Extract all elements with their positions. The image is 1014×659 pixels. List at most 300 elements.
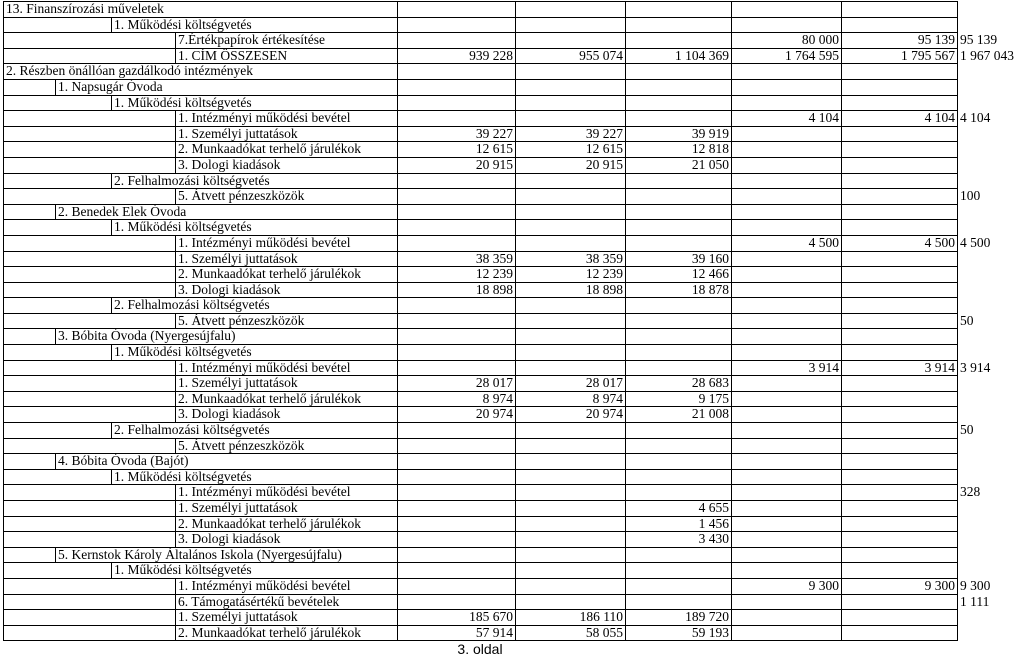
row-label: 13. Finanszírozási műveletek — [4, 2, 398, 18]
row-label: 1. Működési költségvetés — [112, 17, 398, 33]
value-cell — [842, 282, 958, 298]
value-cell — [842, 267, 958, 283]
row-label: 2. Felhalmozási költségvetés — [112, 298, 398, 314]
table-row — [4, 329, 958, 345]
indent-cell — [56, 532, 112, 548]
value-cell — [842, 126, 958, 142]
value-cell — [732, 469, 842, 485]
indent-cell — [56, 251, 112, 267]
row-label: 2. Munkaadókat terhelő járulékok — [176, 267, 398, 283]
row-label: 5. Átvett pénzeszközök — [176, 313, 398, 329]
value-cell: 28 683 — [626, 376, 732, 392]
value-cell: 20 974 — [398, 407, 516, 423]
value-cell: 59 193 — [626, 625, 732, 641]
value-cell — [626, 563, 732, 579]
value-cell — [732, 485, 842, 501]
value-cell — [732, 454, 842, 470]
value-cell: 12 239 — [398, 267, 516, 283]
value-cell — [398, 438, 516, 454]
indent-cell — [56, 235, 112, 251]
indent-cell — [4, 360, 56, 376]
value-cell — [626, 485, 732, 501]
indent-cell — [56, 267, 112, 283]
indent-cell — [56, 33, 112, 49]
table-row — [4, 79, 958, 95]
value-cell — [842, 64, 958, 80]
indent-cell — [112, 532, 176, 548]
table-row — [4, 532, 958, 548]
table-row — [4, 17, 958, 33]
value-cell — [398, 33, 516, 49]
indent-cell — [112, 189, 176, 205]
value-cell — [398, 204, 516, 220]
value-cell: 57 914 — [398, 625, 516, 641]
value-cell: 3 914 — [732, 360, 842, 376]
indent-cell — [4, 516, 56, 532]
table-row — [4, 204, 958, 220]
indent-cell — [56, 111, 112, 127]
table-row — [4, 267, 958, 283]
indent-cell — [4, 33, 56, 49]
row-label: 2. Munkaadókat terhelő járulékok — [176, 625, 398, 641]
value-cell — [398, 516, 516, 532]
table-row — [4, 469, 958, 485]
value-cell: 12 818 — [626, 142, 732, 158]
value-cell — [398, 454, 516, 470]
indent-cell — [112, 142, 176, 158]
table-row — [4, 625, 958, 641]
table-row — [4, 610, 958, 626]
indent-cell — [4, 594, 56, 610]
row-label: 2. Felhalmozási költségvetés — [112, 423, 398, 439]
value-cell — [842, 407, 958, 423]
indent-cell — [4, 313, 56, 329]
value-cell — [842, 376, 958, 392]
value-cell: 38 359 — [516, 251, 626, 267]
value-cell — [516, 345, 626, 361]
table-row — [4, 454, 958, 470]
indent-cell — [4, 578, 56, 594]
indent-cell — [4, 157, 56, 173]
indent-cell — [56, 126, 112, 142]
value-cell — [626, 220, 732, 236]
value-cell — [398, 469, 516, 485]
value-cell — [398, 532, 516, 548]
indent-cell — [4, 267, 56, 283]
value-cell — [842, 501, 958, 517]
value-cell: 1 764 595 — [732, 48, 842, 64]
indent-cell — [56, 360, 112, 376]
value-cell — [516, 594, 626, 610]
indent-cell — [112, 625, 176, 641]
budget-table — [3, 1, 1014, 641]
value-cell — [842, 298, 958, 314]
indent-cell — [56, 376, 112, 392]
value-cell — [516, 64, 626, 80]
row-label: 3. Bóbita Óvoda (Nyergesújfalu) — [56, 329, 398, 345]
value-cell: 12 615 — [516, 142, 626, 158]
value-cell: 80 000 — [732, 33, 842, 49]
value-cell — [842, 532, 958, 548]
table-row — [4, 282, 958, 298]
row-label: 7.Értékpapírok értékesítése — [176, 33, 398, 49]
row-label: 1. CÍM ÖSSZESEN — [176, 48, 398, 64]
value-cell — [626, 360, 732, 376]
row-label: 1. Személyi juttatások — [176, 610, 398, 626]
indent-cell — [56, 594, 112, 610]
value-cell — [626, 95, 732, 111]
value-cell: 9 300 — [732, 578, 842, 594]
indent-cell — [4, 298, 56, 314]
value-cell: 21 050 — [626, 157, 732, 173]
value-cell — [516, 454, 626, 470]
indent-cell — [4, 625, 56, 641]
indent-cell — [4, 438, 56, 454]
indent-cell — [4, 329, 56, 345]
value-cell: 28 017 — [516, 376, 626, 392]
value-cell — [626, 547, 732, 563]
indent-cell — [112, 610, 176, 626]
table-row: 1. Intézményi működési bevétel 3 914 3 914 3 914 — [4, 360, 958, 376]
table-row: 7.Értékpapírok értékesítése 80 000 95 139 95 139 — [4, 33, 958, 49]
value-cell: 1 795 567 — [842, 48, 958, 64]
value-cell — [398, 594, 516, 610]
value-cell: 955 074 — [516, 48, 626, 64]
value-cell — [732, 625, 842, 641]
value-cell — [732, 95, 842, 111]
indent-cell — [112, 516, 176, 532]
value-cell: 3 914 — [842, 360, 958, 376]
indent-cell — [112, 578, 176, 594]
indent-cell — [112, 126, 176, 142]
indent-cell — [56, 282, 112, 298]
row-label: 1. Személyi juttatások — [176, 501, 398, 517]
row-label: 1. Működési költségvetés — [112, 345, 398, 361]
value-cell: 21 008 — [626, 407, 732, 423]
value-cell — [732, 329, 842, 345]
value-cell: 95 139 — [842, 33, 958, 49]
value-cell — [732, 17, 842, 33]
table-row — [4, 173, 958, 189]
indent-cell — [56, 391, 112, 407]
row-label: 2. Részben önállóan gazdálkodó intézmények — [4, 64, 398, 80]
indent-cell — [56, 48, 112, 64]
row-label: 1. Intézményi működési bevétel — [176, 360, 398, 376]
value-cell — [842, 204, 958, 220]
value-cell — [732, 142, 842, 158]
value-cell — [732, 407, 842, 423]
value-cell — [732, 345, 842, 361]
value-cell — [842, 220, 958, 236]
value-cell — [732, 251, 842, 267]
value-cell: 39 160 — [626, 251, 732, 267]
value-cell — [516, 204, 626, 220]
indent-cell — [112, 360, 176, 376]
indent-cell — [56, 407, 112, 423]
indent-cell — [112, 485, 176, 501]
value-cell — [626, 313, 732, 329]
row-label: 2. Munkaadókat terhelő járulékok — [176, 516, 398, 532]
table-row — [4, 251, 958, 267]
value-cell — [398, 329, 516, 345]
value-cell: 39 919 — [626, 126, 732, 142]
value-cell — [516, 547, 626, 563]
indent-cell — [56, 142, 112, 158]
value-cell — [516, 563, 626, 579]
indent-cell — [4, 376, 56, 392]
indent-cell — [4, 126, 56, 142]
value-cell — [516, 438, 626, 454]
indent-cell — [112, 235, 176, 251]
value-cell: 28 017 — [398, 376, 516, 392]
value-cell — [626, 2, 732, 18]
value-cell: 18 878 — [626, 282, 732, 298]
value-cell — [842, 610, 958, 626]
table-row — [4, 547, 958, 563]
value-cell — [842, 469, 958, 485]
value-cell — [842, 594, 958, 610]
row-label: 4. Bóbita Óvoda (Bajót) — [56, 454, 398, 470]
indent-cell — [56, 501, 112, 517]
value-cell: 20 974 — [516, 407, 626, 423]
indent-cell — [112, 267, 176, 283]
value-cell — [626, 298, 732, 314]
indent-cell — [56, 469, 112, 485]
row-label: 5. Átvett pénzeszközök — [176, 438, 398, 454]
indent-cell — [56, 298, 112, 314]
table-row — [4, 563, 958, 579]
value-cell — [626, 204, 732, 220]
value-cell — [842, 313, 958, 329]
table-row: 1. Intézményi működési bevétel 328 — [4, 485, 958, 501]
row-label: 6. Támogatásértékű bevételek — [176, 594, 398, 610]
value-cell — [732, 157, 842, 173]
value-cell — [732, 594, 842, 610]
indent-cell — [56, 516, 112, 532]
value-cell — [398, 111, 516, 127]
indent-cell — [4, 17, 56, 33]
value-cell: 939 228 — [398, 48, 516, 64]
value-cell: 185 670 — [398, 610, 516, 626]
value-cell: 20 915 — [398, 157, 516, 173]
value-cell — [626, 469, 732, 485]
indent-cell — [4, 454, 56, 470]
row-label: 1. Működési költségvetés — [112, 95, 398, 111]
table-row: 1. CÍM ÖSSZESEN 939 228 955 074 1 104 369 1 764 595 1 795 567 1 967 043 — [4, 48, 958, 64]
value-cell — [842, 95, 958, 111]
row-label: 1. Napsugár Óvoda — [56, 79, 398, 95]
value-cell — [516, 2, 626, 18]
value-cell: 18 898 — [398, 282, 516, 298]
value-cell: 39 227 — [398, 126, 516, 142]
table-row: 1. Intézményi működési bevétel 9 300 9 300 9 300 — [4, 578, 958, 594]
indent-cell — [4, 423, 56, 439]
value-cell — [516, 469, 626, 485]
table-row — [4, 438, 958, 454]
value-cell — [626, 235, 732, 251]
table-row — [4, 391, 958, 407]
row-label: 1. Intézményi működési bevétel — [176, 578, 398, 594]
value-cell: 58 055 — [516, 625, 626, 641]
value-cell — [732, 610, 842, 626]
value-cell — [516, 235, 626, 251]
value-cell — [626, 173, 732, 189]
indent-cell — [4, 282, 56, 298]
value-cell — [626, 423, 732, 439]
value-cell — [732, 79, 842, 95]
value-cell: 18 898 — [516, 282, 626, 298]
value-cell: 8 974 — [516, 391, 626, 407]
value-cell — [398, 360, 516, 376]
indent-cell — [56, 17, 112, 33]
value-cell — [732, 2, 842, 18]
indent-cell — [4, 204, 56, 220]
value-cell — [732, 267, 842, 283]
indent-cell — [56, 563, 112, 579]
value-cell — [398, 17, 516, 33]
value-cell — [398, 220, 516, 236]
indent-cell — [4, 501, 56, 517]
value-cell — [398, 547, 516, 563]
value-cell — [516, 189, 626, 205]
value-cell — [516, 485, 626, 501]
value-cell — [626, 33, 732, 49]
value-cell — [516, 79, 626, 95]
table-row — [4, 126, 958, 142]
indent-cell — [112, 111, 176, 127]
value-cell — [842, 189, 958, 205]
value-cell — [398, 563, 516, 579]
value-cell — [842, 485, 958, 501]
value-cell — [842, 516, 958, 532]
value-cell — [398, 578, 516, 594]
value-cell — [516, 95, 626, 111]
value-cell: 1 104 369 — [626, 48, 732, 64]
value-cell: 12 466 — [626, 267, 732, 283]
value-cell — [398, 64, 516, 80]
row-label: 1. Személyi juttatások — [176, 251, 398, 267]
indent-cell — [56, 423, 112, 439]
indent-cell — [112, 407, 176, 423]
indent-cell — [112, 313, 176, 329]
indent-cell — [4, 95, 56, 111]
value-cell — [626, 111, 732, 127]
value-cell — [842, 625, 958, 641]
value-cell — [516, 423, 626, 439]
value-cell — [626, 189, 732, 205]
value-cell: 38 359 — [398, 251, 516, 267]
row-label: 1. Működési költségvetés — [112, 469, 398, 485]
table-row — [4, 142, 958, 158]
table-row — [4, 157, 958, 173]
indent-cell — [56, 438, 112, 454]
value-cell — [732, 126, 842, 142]
table-row: 5. Átvett pénzeszközök 50 — [4, 313, 958, 329]
row-label: 3. Dologi kiadások — [176, 157, 398, 173]
indent-cell — [56, 173, 112, 189]
indent-cell — [112, 33, 176, 49]
value-cell — [516, 578, 626, 594]
value-cell — [842, 345, 958, 361]
value-cell — [626, 345, 732, 361]
value-cell — [626, 329, 732, 345]
value-cell: 4 655 — [626, 501, 732, 517]
value-cell — [516, 516, 626, 532]
value-cell — [732, 173, 842, 189]
value-cell: 4 104 — [732, 111, 842, 127]
indent-cell — [4, 111, 56, 127]
value-cell — [626, 17, 732, 33]
row-label: 3. Dologi kiadások — [176, 282, 398, 298]
value-cell — [516, 173, 626, 189]
indent-cell — [4, 173, 56, 189]
value-cell — [842, 329, 958, 345]
row-label: 1. Működési költségvetés — [112, 563, 398, 579]
table-row — [4, 298, 958, 314]
indent-cell — [112, 282, 176, 298]
table-row: 1. Intézményi működési bevétel 4 500 4 500 4 500 — [4, 235, 958, 251]
value-cell — [842, 142, 958, 158]
indent-cell — [56, 157, 112, 173]
value-cell: 12 239 — [516, 267, 626, 283]
value-cell: 186 110 — [516, 610, 626, 626]
value-cell: 4 500 — [842, 235, 958, 251]
value-cell — [842, 563, 958, 579]
table-row — [4, 2, 958, 18]
indent-cell — [56, 345, 112, 361]
value-cell — [842, 423, 958, 439]
indent-cell — [56, 220, 112, 236]
indent-cell — [4, 469, 56, 485]
value-cell — [842, 454, 958, 470]
indent-cell — [112, 251, 176, 267]
indent-cell — [56, 578, 112, 594]
value-cell — [516, 33, 626, 49]
table-row — [4, 220, 958, 236]
table-row: 1. Intézményi működési bevétel 4 104 4 104 4 104 — [4, 111, 958, 127]
value-cell — [842, 251, 958, 267]
indent-cell — [56, 485, 112, 501]
row-label: 1. Intézményi működési bevétel — [176, 485, 398, 501]
table-row — [4, 95, 958, 111]
indent-cell — [4, 220, 56, 236]
value-cell — [516, 329, 626, 345]
indent-cell — [56, 313, 112, 329]
value-cell — [842, 173, 958, 189]
indent-cell — [4, 563, 56, 579]
value-cell — [732, 532, 842, 548]
indent-cell — [112, 594, 176, 610]
value-cell — [626, 454, 732, 470]
value-cell: 39 227 — [516, 126, 626, 142]
row-label: 2. Munkaadókat terhelő járulékok — [176, 142, 398, 158]
indent-cell — [4, 48, 56, 64]
value-cell — [398, 95, 516, 111]
row-label: 1. Személyi juttatások — [176, 126, 398, 142]
row-label: 2. Munkaadókat terhelő járulékok — [176, 391, 398, 407]
row-label: 1. Intézményi működési bevétel — [176, 235, 398, 251]
indent-cell — [4, 142, 56, 158]
value-cell — [732, 220, 842, 236]
value-cell — [626, 578, 732, 594]
indent-cell — [56, 625, 112, 641]
value-cell — [732, 189, 842, 205]
table-row — [4, 407, 958, 423]
indent-cell — [4, 189, 56, 205]
value-cell — [516, 532, 626, 548]
row-label: 5. Kernstok Károly Általános Iskola (Nyergesújfalu) — [56, 547, 398, 563]
value-cell — [626, 64, 732, 80]
